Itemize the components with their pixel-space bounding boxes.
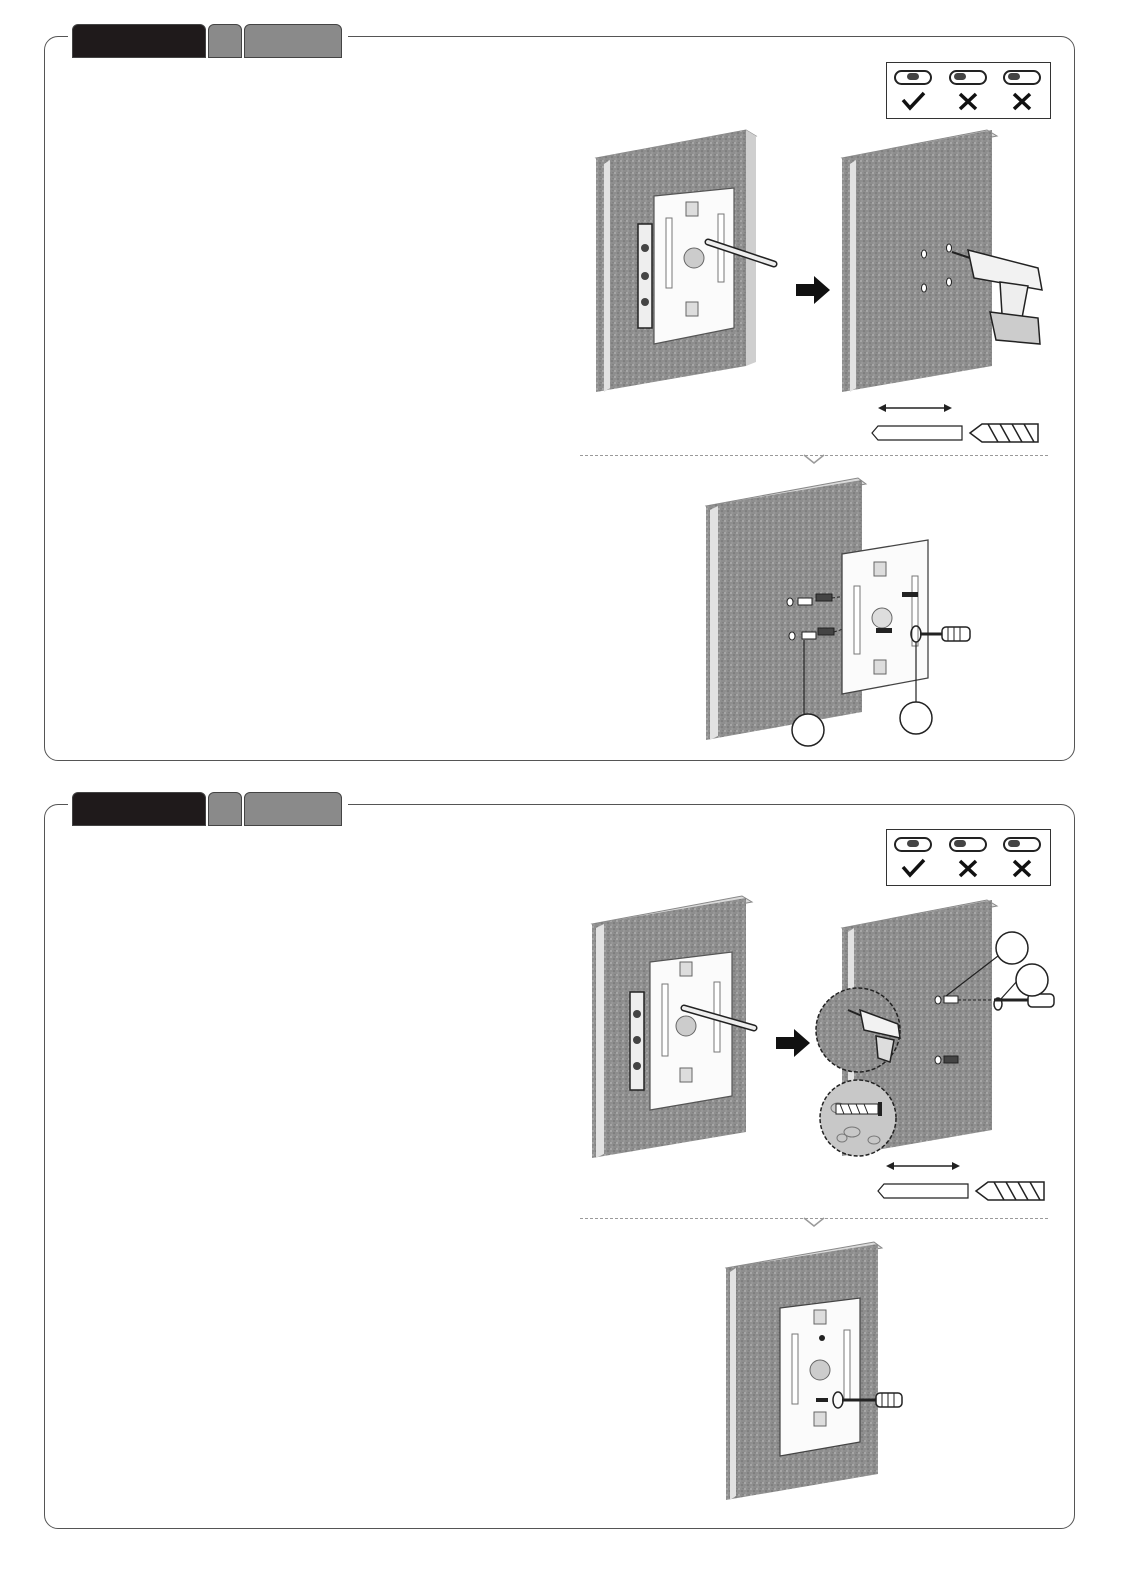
arrow-right-icon <box>776 1029 812 1057</box>
wall-plug-icon <box>836 1102 882 1116</box>
double-arrow-icon <box>886 1162 960 1170</box>
step-tab-primary <box>72 24 206 58</box>
callout-circle-b <box>898 700 938 736</box>
arrow-right-icon <box>796 276 832 304</box>
level-indicator-icons <box>887 63 1052 120</box>
step-tab-secondary <box>208 792 242 826</box>
callout-circle-a <box>788 712 828 748</box>
chevron-down-icon <box>804 1218 824 1228</box>
wall-with-plate-and-level <box>592 896 762 1166</box>
double-arrow-icon <box>878 404 952 412</box>
step-tab-primary <box>72 792 206 826</box>
check-icon <box>903 93 924 108</box>
wall-with-plate-and-level <box>596 130 766 400</box>
cross-icon <box>960 861 976 876</box>
wall-section-detail-magnifier <box>818 1078 902 1160</box>
mounting-plate <box>650 952 732 1110</box>
wall-with-drill <box>842 130 1062 400</box>
bubble-level-off-center-icon <box>950 71 986 84</box>
callout-circle-b <box>1012 962 1052 998</box>
wall-plug-icon <box>878 1184 968 1198</box>
bubble-level-centered-icon <box>895 71 931 84</box>
spirit-level <box>630 992 644 1090</box>
drill-detail-magnifier <box>814 986 904 1076</box>
callout-circle-a <box>994 930 1030 966</box>
drill-bit-icon <box>970 424 1038 442</box>
mounting-plate <box>780 1298 860 1456</box>
cross-icon <box>1014 861 1030 876</box>
step-tabs-2 <box>72 792 342 828</box>
mounting-plate <box>842 540 928 694</box>
step-tabs-1 <box>72 24 342 60</box>
bubble-level-off-center-icon <box>950 838 986 851</box>
cross-icon <box>1014 94 1030 109</box>
drill-depth-guide <box>870 400 1048 446</box>
drill-bit-icon <box>976 1182 1044 1200</box>
cross-icon <box>960 94 976 109</box>
wall-plug-icon <box>872 426 962 440</box>
bubble-level-off-center-icon <box>1004 838 1040 851</box>
level-indicator-box-2 <box>886 829 1051 886</box>
step-tab-tertiary <box>244 792 342 826</box>
level-indicator-icons <box>887 830 1052 887</box>
drill-depth-guide <box>876 1158 1052 1204</box>
bubble-level-off-center-icon <box>1004 71 1040 84</box>
chevron-down-icon <box>804 455 824 465</box>
level-indicator-box-1 <box>886 62 1051 119</box>
step-tab-secondary <box>208 24 242 58</box>
wall-plate-installed <box>726 1242 916 1508</box>
step-tab-tertiary <box>244 24 342 58</box>
check-icon <box>903 860 924 875</box>
mounting-plate <box>654 188 734 344</box>
spirit-level <box>638 224 652 328</box>
bubble-level-centered-icon <box>895 838 931 851</box>
